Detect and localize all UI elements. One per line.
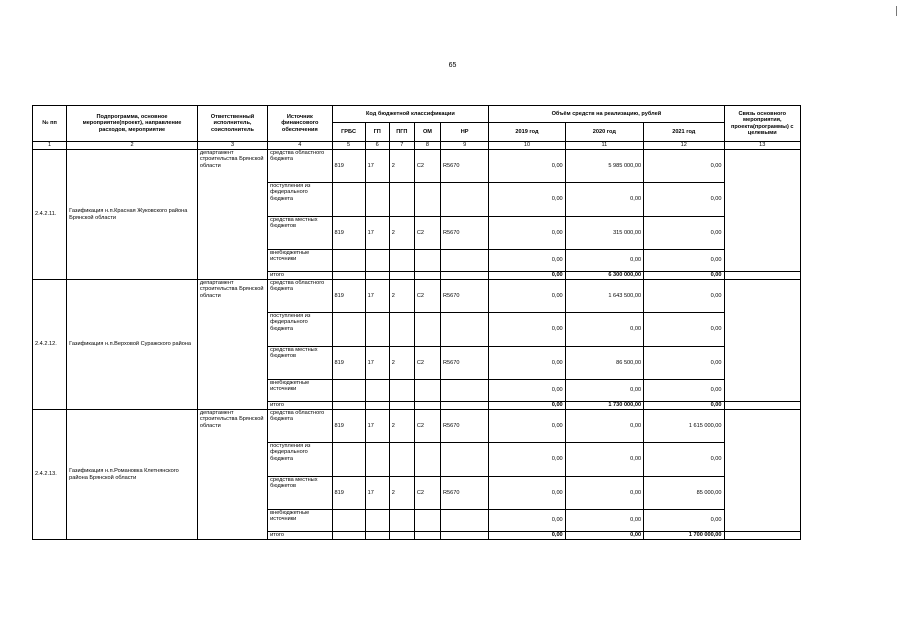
code-gp: 17: [365, 217, 389, 250]
amount-y2020: 5 985 000,00: [565, 150, 643, 183]
amount-y2019: 0,00: [489, 272, 565, 280]
amount-y2020: 0,00: [565, 183, 643, 217]
amount-y2019: 0,00: [489, 402, 565, 410]
column-index-row: [33, 142, 801, 150]
code-nr: [441, 532, 489, 540]
code-grbs: [332, 402, 365, 410]
code-gp: [365, 443, 389, 477]
code-pgp: [389, 313, 414, 347]
code-grbs: 819: [332, 347, 365, 380]
code-grbs: [332, 250, 365, 272]
code-grbs: 819: [332, 410, 365, 443]
code-om: С2: [414, 347, 440, 380]
code-nr: [441, 272, 489, 280]
code-nr: [441, 313, 489, 347]
table-row: [33, 280, 801, 313]
code-om: [414, 250, 440, 272]
header-responsible: Ответственный исполнитель, соисполнитель: [197, 106, 267, 142]
code-pgp: 2: [389, 150, 414, 183]
code-gp: 17: [365, 410, 389, 443]
amount-y2021: 85 000,00: [644, 477, 724, 510]
program-name: Газификация н.п.Верховой Суражского района: [67, 280, 198, 410]
code-nr: [441, 443, 489, 477]
amount-y2021: 0,00: [644, 380, 724, 402]
code-grbs: [332, 272, 365, 280]
code-om: [414, 510, 440, 532]
code-pgp: 2: [389, 477, 414, 510]
code-gp: [365, 313, 389, 347]
column-index: 1: [33, 142, 67, 150]
column-index: 12: [644, 142, 724, 150]
code-gp: [365, 402, 389, 410]
code-nr: [441, 183, 489, 217]
code-gp: 17: [365, 150, 389, 183]
amount-y2019: 0,00: [489, 217, 565, 250]
funding-source: средства местных бюджетов: [268, 477, 332, 510]
amount-y2019: 0,00: [489, 150, 565, 183]
amount-y2020: 6 300 000,00: [565, 272, 643, 280]
column-index: 5: [332, 142, 365, 150]
amount-y2021: 1 700 000,00: [644, 532, 724, 540]
header-2021: 2021 год: [644, 123, 724, 142]
code-grbs: [332, 380, 365, 402]
amount-y2019: 0,00: [489, 532, 565, 540]
amount-y2021: 0,00: [644, 183, 724, 217]
amount-y2021: 0,00: [644, 443, 724, 477]
code-pgp: [389, 443, 414, 477]
link-cell: [724, 402, 801, 410]
amount-y2020: 0,00: [565, 410, 643, 443]
amount-y2021: 0,00: [644, 280, 724, 313]
page-number: 65: [448, 62, 457, 69]
column-index: 3: [197, 142, 267, 150]
amount-y2020: 0,00: [565, 477, 643, 510]
funding-source: средства областного бюджета: [268, 410, 332, 443]
code-grbs: [332, 532, 365, 540]
code-grbs: 819: [332, 280, 365, 313]
table-row: [33, 150, 801, 183]
header-gp: ГП: [365, 123, 389, 142]
item-number: 2.4.2.13.: [33, 410, 67, 540]
header-budget-code: Код бюджетной классификации: [332, 106, 489, 123]
code-om: [414, 532, 440, 540]
code-grbs: 819: [332, 477, 365, 510]
header-2020: 2020 год: [565, 123, 643, 142]
amount-y2019: 0,00: [489, 380, 565, 402]
amount-y2021: 0,00: [644, 250, 724, 272]
responsible-executor: департамент строительства Брянской области: [197, 150, 267, 280]
code-om: [414, 443, 440, 477]
code-om: [414, 380, 440, 402]
amount-y2020: 0,00: [565, 250, 643, 272]
code-gp: [365, 510, 389, 532]
code-grbs: [332, 443, 365, 477]
code-pgp: [389, 510, 414, 532]
link-cell: [724, 150, 801, 272]
column-index: 11: [565, 142, 643, 150]
code-nr: [441, 510, 489, 532]
code-grbs: 819: [332, 217, 365, 250]
scan-edge-mark: [896, 6, 897, 16]
code-gp: [365, 250, 389, 272]
code-pgp: 2: [389, 217, 414, 250]
code-nr: R5670: [441, 280, 489, 313]
link-cell: [724, 532, 801, 540]
header-row-top: [33, 106, 801, 123]
amount-y2019: 0,00: [489, 477, 565, 510]
code-om: С2: [414, 217, 440, 250]
amount-y2019: 0,00: [489, 443, 565, 477]
header-pgp: ПГП: [389, 123, 414, 142]
item-number: 2.4.2.12.: [33, 280, 67, 410]
funding-source: внебюджетные источники: [268, 380, 332, 402]
amount-y2020: 315 000,00: [565, 217, 643, 250]
code-om: С2: [414, 477, 440, 510]
funding-source: итого: [268, 532, 332, 540]
header-num: № пп: [33, 106, 67, 142]
code-pgp: 2: [389, 410, 414, 443]
code-pgp: [389, 250, 414, 272]
link-cell: [724, 280, 801, 402]
table-row: [33, 410, 801, 443]
code-pgp: [389, 532, 414, 540]
code-gp: 17: [365, 347, 389, 380]
code-pgp: [389, 402, 414, 410]
code-om: С2: [414, 150, 440, 183]
code-gp: [365, 272, 389, 280]
funding-source: внебюджетные источники: [268, 510, 332, 532]
code-nr: [441, 380, 489, 402]
amount-y2021: 0,00: [644, 272, 724, 280]
funding-source: средства областного бюджета: [268, 150, 332, 183]
amount-y2021: 0,00: [644, 510, 724, 532]
amount-y2020: 0,00: [565, 313, 643, 347]
header-grbs: ГРБС: [332, 123, 365, 142]
amount-y2019: 0,00: [489, 183, 565, 217]
amount-y2019: 0,00: [489, 410, 565, 443]
header-link: Связь основного мероприятия, проекта(программы) с целевыми: [724, 106, 801, 142]
code-om: [414, 402, 440, 410]
program-name: Газификация н.п.Красная Жуковского района Брянской области: [67, 150, 198, 280]
code-nr: R5670: [441, 150, 489, 183]
column-index: 6: [365, 142, 389, 150]
column-index: 8: [414, 142, 440, 150]
funding-source: поступления из федерального бюджета: [268, 443, 332, 477]
code-om: [414, 183, 440, 217]
code-grbs: [332, 313, 365, 347]
column-index: 2: [67, 142, 198, 150]
header-source: Источник финансового обеспечения: [268, 106, 332, 142]
amount-y2019: 0,00: [489, 510, 565, 532]
code-pgp: 2: [389, 280, 414, 313]
code-gp: [365, 183, 389, 217]
code-nr: [441, 402, 489, 410]
code-pgp: [389, 183, 414, 217]
amount-y2021: 0,00: [644, 150, 724, 183]
code-pgp: [389, 272, 414, 280]
code-gp: [365, 380, 389, 402]
funding-source: внебюджетные источники: [268, 250, 332, 272]
header-volume: Объём средств на реализацию, рублей: [489, 106, 724, 123]
amount-y2020: 1 643 500,00: [565, 280, 643, 313]
column-index: 9: [441, 142, 489, 150]
amount-y2019: 0,00: [489, 250, 565, 272]
funding-source: средства местных бюджетов: [268, 217, 332, 250]
header-2019: 2019 год: [489, 123, 565, 142]
amount-y2020: 86 500,00: [565, 347, 643, 380]
code-nr: R5670: [441, 477, 489, 510]
code-nr: R5670: [441, 217, 489, 250]
funding-source: поступления из федерального бюджета: [268, 183, 332, 217]
amount-y2019: 0,00: [489, 313, 565, 347]
responsible-executor: департамент строительства Брянской области: [197, 280, 267, 410]
amount-y2020: 0,00: [565, 532, 643, 540]
amount-y2020: 0,00: [565, 443, 643, 477]
code-nr: [441, 250, 489, 272]
program-name: Газификация н.п.Романовка Клетнянского района Брянской области: [67, 410, 198, 540]
amount-y2021: 1 615 000,00: [644, 410, 724, 443]
code-grbs: [332, 183, 365, 217]
funding-source: поступления из федерального бюджета: [268, 313, 332, 347]
header-om: ОМ: [414, 123, 440, 142]
column-index: 4: [268, 142, 332, 150]
table-body: [33, 150, 801, 540]
code-gp: 17: [365, 280, 389, 313]
code-om: С2: [414, 410, 440, 443]
amount-y2021: 0,00: [644, 217, 724, 250]
funding-source: итого: [268, 402, 332, 410]
amount-y2019: 0,00: [489, 347, 565, 380]
amount-y2020: 0,00: [565, 510, 643, 532]
code-pgp: 2: [389, 347, 414, 380]
link-cell: [724, 410, 801, 532]
amount-y2021: 0,00: [644, 402, 724, 410]
column-index: 13: [724, 142, 801, 150]
amount-y2021: 0,00: [644, 313, 724, 347]
amount-y2019: 0,00: [489, 280, 565, 313]
amount-y2020: 1 730 000,00: [565, 402, 643, 410]
code-gp: 17: [365, 477, 389, 510]
header-nr: НР: [441, 123, 489, 142]
item-number: 2.4.2.11.: [33, 150, 67, 280]
funding-source: итого: [268, 272, 332, 280]
code-grbs: [332, 510, 365, 532]
link-cell: [724, 272, 801, 280]
funding-source: средства местных бюджетов: [268, 347, 332, 380]
code-pgp: [389, 380, 414, 402]
code-gp: [365, 532, 389, 540]
amount-y2021: 0,00: [644, 347, 724, 380]
responsible-executor: департамент строительства Брянской области: [197, 410, 267, 540]
amount-y2020: 0,00: [565, 380, 643, 402]
code-nr: R5670: [441, 410, 489, 443]
budget-table: [32, 105, 801, 540]
code-grbs: 819: [332, 150, 365, 183]
code-om: С2: [414, 280, 440, 313]
column-index: 7: [389, 142, 414, 150]
code-nr: R5670: [441, 347, 489, 380]
funding-source: средства областного бюджета: [268, 280, 332, 313]
code-om: [414, 313, 440, 347]
column-index: 10: [489, 142, 565, 150]
header-program: Подпрограмма, основное мероприятие(проект), направление расходов, мероприятие: [67, 106, 198, 142]
code-om: [414, 272, 440, 280]
